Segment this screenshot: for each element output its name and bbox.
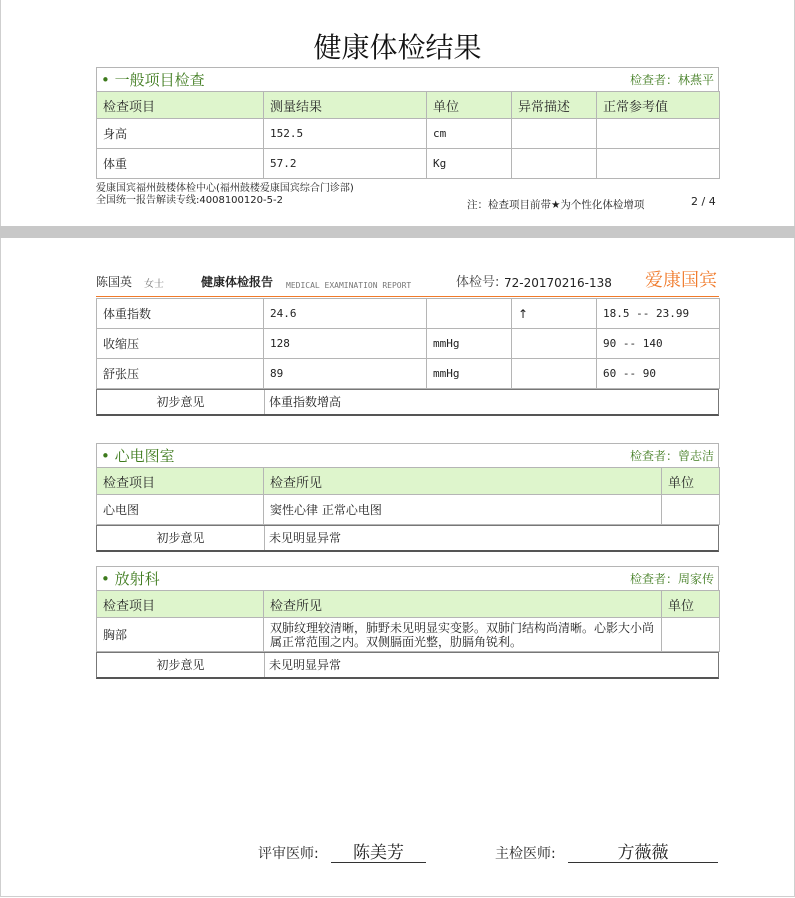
item-name: 舒张压: [97, 359, 264, 389]
col-header-finding: 检查所见: [264, 591, 662, 618]
col-header-item: 检查项目: [97, 468, 264, 495]
reference-value: 90 -- 140: [597, 329, 720, 359]
table-header-row: [97, 92, 720, 119]
item-name: 身高: [97, 119, 264, 149]
item-name: 收缩压: [97, 329, 264, 359]
col-header-reference: 正常参考值: [597, 92, 720, 119]
chief-label: 主检医师:: [495, 846, 556, 862]
preliminary-opinion: [96, 652, 719, 679]
col-header-item: 检查项目: [97, 92, 264, 119]
ecg-section: [96, 443, 719, 552]
abnormal-value: [512, 359, 597, 389]
chief-signature: 方薇薇: [568, 838, 718, 863]
preliminary-opinion: [96, 389, 719, 416]
table-row: [97, 618, 720, 652]
general-exam-table: [96, 91, 720, 179]
section-header: [96, 67, 719, 91]
finding-value: 窦性心律 正常心电图: [264, 495, 662, 525]
opinion-value: 未见明显异常: [269, 531, 342, 545]
reference-value: [597, 149, 720, 179]
col-header-finding: 检查所见: [264, 468, 662, 495]
report-title-en: MEDICAL EXAMINATION REPORT: [286, 281, 412, 290]
unit-value: cm: [427, 119, 512, 149]
unit-value: Kg: [427, 149, 512, 179]
reference-value: [597, 119, 720, 149]
unit-value: [662, 618, 720, 652]
result-value: 24.6: [264, 299, 427, 329]
section-title: • 心电图室: [101, 447, 175, 465]
table-row: [97, 299, 720, 329]
table-row: [97, 119, 720, 149]
opinion-label: 初步意见: [97, 653, 265, 677]
col-header-unit: 单位: [427, 92, 512, 119]
item-name: 体重: [97, 149, 264, 179]
section-title: • 一般项目检查: [101, 71, 205, 89]
col-header-abnormal: 异常描述: [512, 92, 597, 119]
general-exam-section: [96, 67, 719, 179]
opinion-label: 初步意见: [97, 390, 265, 414]
page-separator: [0, 226, 795, 238]
abnormal-value: [512, 119, 597, 149]
patient-name: 陈国英: [96, 275, 133, 289]
abnormal-value: [512, 149, 597, 179]
brand-logo: 爱康国宾: [645, 270, 717, 291]
page-title: 健康体检结果: [313, 31, 482, 64]
result-value: 57.2: [264, 149, 427, 179]
unit-value: [662, 495, 720, 525]
item-name: 体重指数: [97, 299, 264, 329]
result-value: 128: [264, 329, 427, 359]
unit-value: mmHg: [427, 329, 512, 359]
finding-value: 双肺纹理较清晰，肺野未见明显实变影。双肺门结构尚清晰。心影大小尚属正常范围之内。双侧膈面光整，肋膈角锐利。: [264, 618, 662, 652]
item-name: 胸部: [97, 618, 264, 652]
table-row: [97, 329, 720, 359]
report-header: [96, 266, 719, 297]
radiology-table: [96, 590, 720, 652]
opinion-value: 体重指数增高: [269, 395, 342, 409]
col-header-item: 检查项目: [97, 591, 264, 618]
table-header-row: [97, 468, 720, 495]
inspector-label: 检查者：周家传: [629, 572, 714, 586]
inspector-label: 检查者：林燕平: [629, 73, 714, 87]
ecg-table: [96, 467, 720, 525]
general-exam-table-continued: [96, 298, 720, 389]
section-header: [96, 566, 719, 590]
reviewer-label: 评审医师:: [258, 846, 319, 862]
patient-gender: 女士: [144, 279, 164, 290]
result-value: 152.5: [264, 119, 427, 149]
unit-value: mmHg: [427, 359, 512, 389]
footer-note: 注：检查项目前带★为个性化体检增项: [467, 199, 645, 211]
table-header-row: [97, 591, 720, 618]
opinion-label: 初步意见: [97, 526, 265, 550]
reviewer-signature: 陈美芳: [331, 838, 426, 863]
inspector-label: 检查者：曾志洁: [629, 449, 714, 463]
unit-value: [427, 299, 512, 329]
report-page-2: [0, 0, 795, 226]
clinic-name: 爱康国宾福州鼓楼体检中心(福州鼓楼爱康国宾综合门诊部): [96, 183, 354, 194]
report-page-3: [0, 238, 795, 897]
hotline: 全国统一报告解读专线:4008100120-5-2: [96, 195, 283, 206]
section-header: [96, 443, 719, 467]
item-name: 心电图: [97, 495, 264, 525]
section-title: • 放射科: [101, 570, 160, 588]
col-header-unit: 单位: [662, 591, 720, 618]
reference-value: 60 -- 90: [597, 359, 720, 389]
report-title: 健康体检报告: [201, 275, 274, 289]
exam-no: 72-20170216-138: [504, 276, 612, 290]
reference-value: 18.5 -- 23.99: [597, 299, 720, 329]
abnormal-value: [512, 329, 597, 359]
col-header-unit: 单位: [662, 468, 720, 495]
table-row: [97, 149, 720, 179]
preliminary-opinion: [96, 525, 719, 552]
table-row: [97, 359, 720, 389]
page-number: 2 / 4: [691, 195, 716, 208]
radiology-section: [96, 566, 719, 679]
page-footer: [96, 183, 354, 207]
opinion-value: 未见明显异常: [269, 658, 342, 672]
exam-no-label: 体检号:: [456, 275, 500, 290]
abnormal-value: ↑: [512, 299, 597, 329]
col-header-result: 测量结果: [264, 92, 427, 119]
result-value: 89: [264, 359, 427, 389]
general-exam-continued: [96, 298, 719, 416]
table-row: [97, 495, 720, 525]
